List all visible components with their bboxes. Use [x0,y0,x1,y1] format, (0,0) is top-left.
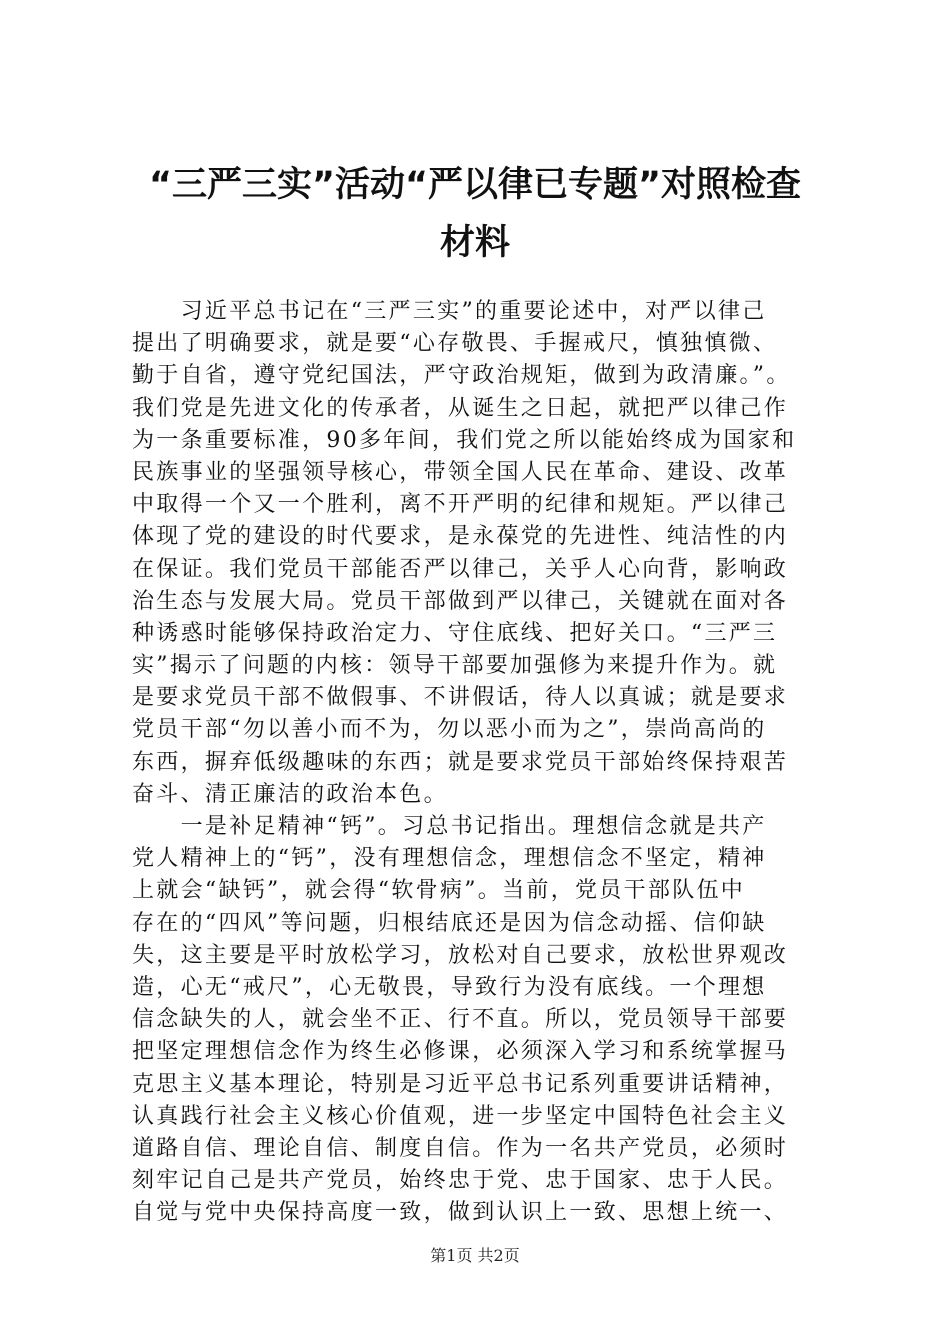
body-text-line: 认真践行社会主义核心价值观，进一步坚定中国特色社会主义 [132,1103,789,1129]
body-text-line: 为一条重要标准，90多年间，我们党之所以能始终成为国家和 [132,427,797,453]
body-text-line: 在保证。我们党员干部能否严以律己，关乎人心向背，影响政 [132,556,789,582]
body-text-line: 我们党是先进文化的传承者，从诞生之日起，就把严以律己作 [132,395,789,421]
title-line: “三严三实”活动“严以律已专题”对照检查 [148,165,801,205]
title-line: 材料 [439,223,510,263]
document-title [110,156,840,272]
body-text-line: 治生态与发展大局。党员干部做到严以律己，关键就在面对各 [132,588,789,614]
body-text-line: 种诱惑时能够保持政治定力、守住底线、把好关口。“三严三 [132,620,778,646]
body-text-line: 体现了党的建设的时代要求，是永葆党的先进性、纯洁性的内 [132,524,789,550]
body-text-line: 克思主义基本理论，特别是习近平总书记系列重要讲话精神， [132,1071,789,1097]
body-text-line: 东西，摒弃低级趣味的东西；就是要求党员干部始终保持艰苦 [132,749,789,775]
body-text-line: 一是补足精神“钙”。习总书记指出。理想信念就是共产 [132,814,767,839]
body-text-line: 道路自信、理论自信、制度自信。作为一名共产党员，必须时 [132,1135,789,1161]
body-text-line: 刻牢记自己是共产党员，始终忠于党、忠于国家、忠于人民。 [132,1168,789,1194]
body-text-line: 上就会“缺钙”，就会得“软骨病”。当前，党员干部队伍中 [132,878,746,904]
document-body [132,296,832,1229]
body-text-line: 是要求党员干部不做假事、不讲假话，待人以真诚；就是要求 [132,685,789,711]
body-text-line: 自觉与党中央保持高度一致，做到认识上一致、思想上统一、 [132,1200,789,1226]
body-text-line: 造，心无“戒尺”，心无敬畏，导致行为没有底线。一个理想 [132,974,767,1000]
body-text-line: 党人精神上的“钙”，没有理想信念，理想信念不坚定，精神 [132,846,767,872]
body-text-line: 中取得一个又一个胜利，离不开严明的纪律和规矩。严以律己 [132,492,789,518]
body-text-line: 民族事业的坚强领导核心，带领全国人民在革命、建设、改革 [132,459,789,485]
body-text-line: 把坚定理想信念作为终生必修课，必须深入学习和系统掌握马 [132,1039,789,1065]
body-text-line: 奋斗、清正廉洁的政治本色。 [132,781,448,807]
page-number-footer: 第1页 共2页 [430,1246,520,1265]
body-text-line: 习近平总书记在“三严三实”的重要论述中，对严以律己 [132,299,767,324]
body-text-line: 党员干部“勿以善小而不为，勿以恶小而为之”，崇尚高尚的 [132,717,767,743]
body-text-line: 存在的“四风”等问题，归根结底还是因为信念动摇、信仰缺 [132,910,767,936]
body-text-line: 信念缺失的人，就会坐不正、行不直。所以，党员领导干部要 [132,1007,789,1033]
body-text-line: 失，这主要是平时放松学习，放松对自己要求，放松世界观改 [132,942,789,968]
body-text-line: 提出了明确要求，就是要“心存敬畏、手握戒尺，慎独慎微、 [132,331,778,357]
body-text-line: 勤于自省，遵守党纪国法，严守政治规矩，做到为政清廉。”。 [132,363,791,389]
body-text-line: 实”揭示了问题的内核：领导干部要加强修为来提升作为。就 [132,653,778,679]
